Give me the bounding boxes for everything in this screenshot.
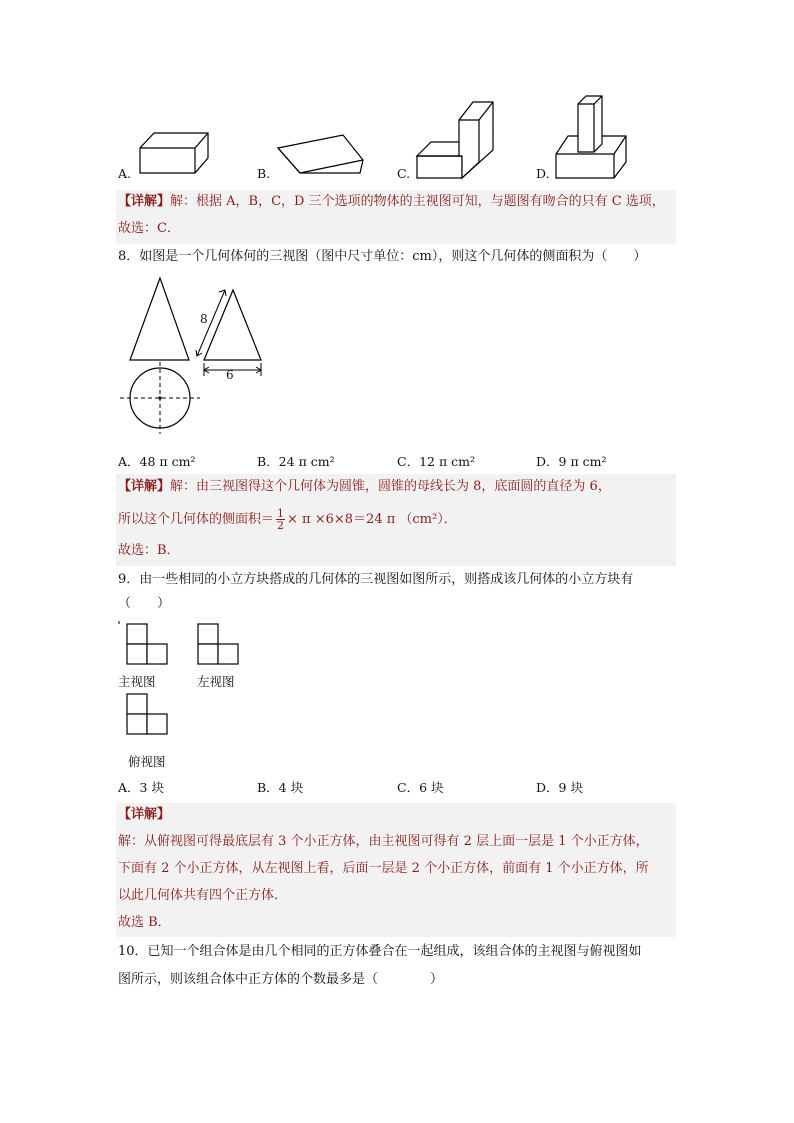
- q10-question-line1: 10．已知一个组合体是由几个相同的正方体叠合在一起组成，该组合体的主视图与俯视图如: [118, 944, 642, 959]
- q7-option-c-figure: [417, 100, 497, 180]
- q9-option-d: D．9 块: [536, 780, 583, 795]
- q9-top-view-figure: [125, 692, 171, 738]
- q8-detail-line2: 所以这个几何体的侧面积＝ $\frac{1}{2}$ × π ×6×8＝24 π （cm²）．: [118, 507, 457, 532]
- q9-front-view-figure: [118, 620, 170, 668]
- q7-option-d-figure: [556, 96, 630, 180]
- q7-option-b: B.: [257, 166, 271, 181]
- q9-detail-line2: 下面有 2 个小正方体，从左视图上看，后面一层是 2 个小正方体，前面有 1 个小正方体，所: [118, 861, 649, 876]
- q8-fraction: $\frac{1}{2}$: [277, 507, 285, 532]
- q9-detail-line1: 解：从俯视图可得最底层有 3 个小正方体，由主视图可得有 2 层上面一层是 1 个小正方体，: [118, 834, 649, 849]
- q9-detail-line4: 故选 B．: [118, 915, 171, 930]
- q8-detail-line1: 【详解】解：由三视图得这个几何体为圆锥，圆锥的母线长为 8，底面圆的直径为 6，: [118, 479, 611, 494]
- q9-label-front: 主视图: [118, 674, 156, 689]
- q9-label-left: 左视图: [197, 674, 235, 689]
- q10-question-line2: 图所示，则该组合体中正方体的个数最多是（ ）: [118, 972, 444, 987]
- q9-detail-line3: 以此几何体共有四个正方体．: [118, 888, 288, 903]
- q8-three-view-figure: [118, 278, 288, 438]
- q9-question: 9．由一些相同的小立方块搭成的几何体的三视图如图所示，则搭成该几何体的小立方块有: [118, 572, 634, 587]
- q9-question-paren: （ ）: [118, 596, 171, 611]
- q7-option-a: A.: [118, 166, 132, 181]
- q8-dim-base: 6: [226, 368, 234, 382]
- q7-option-d: D.: [536, 166, 550, 181]
- q8-option-a: A．48 π cm²: [118, 454, 196, 469]
- q7-option-a-figure: [140, 130, 212, 180]
- q9-label-top: 俯视图: [128, 754, 166, 769]
- q7-detail-line1: 【详解】解：根据 A，B，C，D 三个选项的物体的主视图可知，与题图有吻合的只有 C 选项，: [118, 194, 665, 209]
- q9-option-a: A．3 块: [118, 780, 164, 795]
- q8-option-d: D．9 π cm²: [536, 454, 607, 469]
- q7-detail-line2: 故选：C．: [118, 221, 180, 236]
- q8-dim-slant: 8: [200, 312, 208, 326]
- q7-option-c: C.: [397, 166, 411, 181]
- q8-question: 8．如图是一个几何体何的三视图（图中尺寸单位：cm），则这个几何体的侧面积为（ ）: [118, 249, 647, 264]
- q8-detail-tag: 【详解】: [118, 479, 171, 494]
- q7-detail-tag: 【详解】: [118, 194, 171, 209]
- q9-detail-tag: 【详解】: [118, 807, 171, 822]
- q8-option-c: C．12 π cm²: [397, 454, 475, 469]
- q8-detail-line3: 故选：B．: [118, 543, 180, 558]
- q9-option-b: B．4 块: [257, 780, 304, 795]
- q9-option-c: C．6 块: [397, 780, 444, 795]
- q8-option-b: B．24 π cm²: [257, 454, 335, 469]
- q9-left-view-figure: [196, 622, 242, 668]
- q7-option-b-figure: [278, 135, 368, 179]
